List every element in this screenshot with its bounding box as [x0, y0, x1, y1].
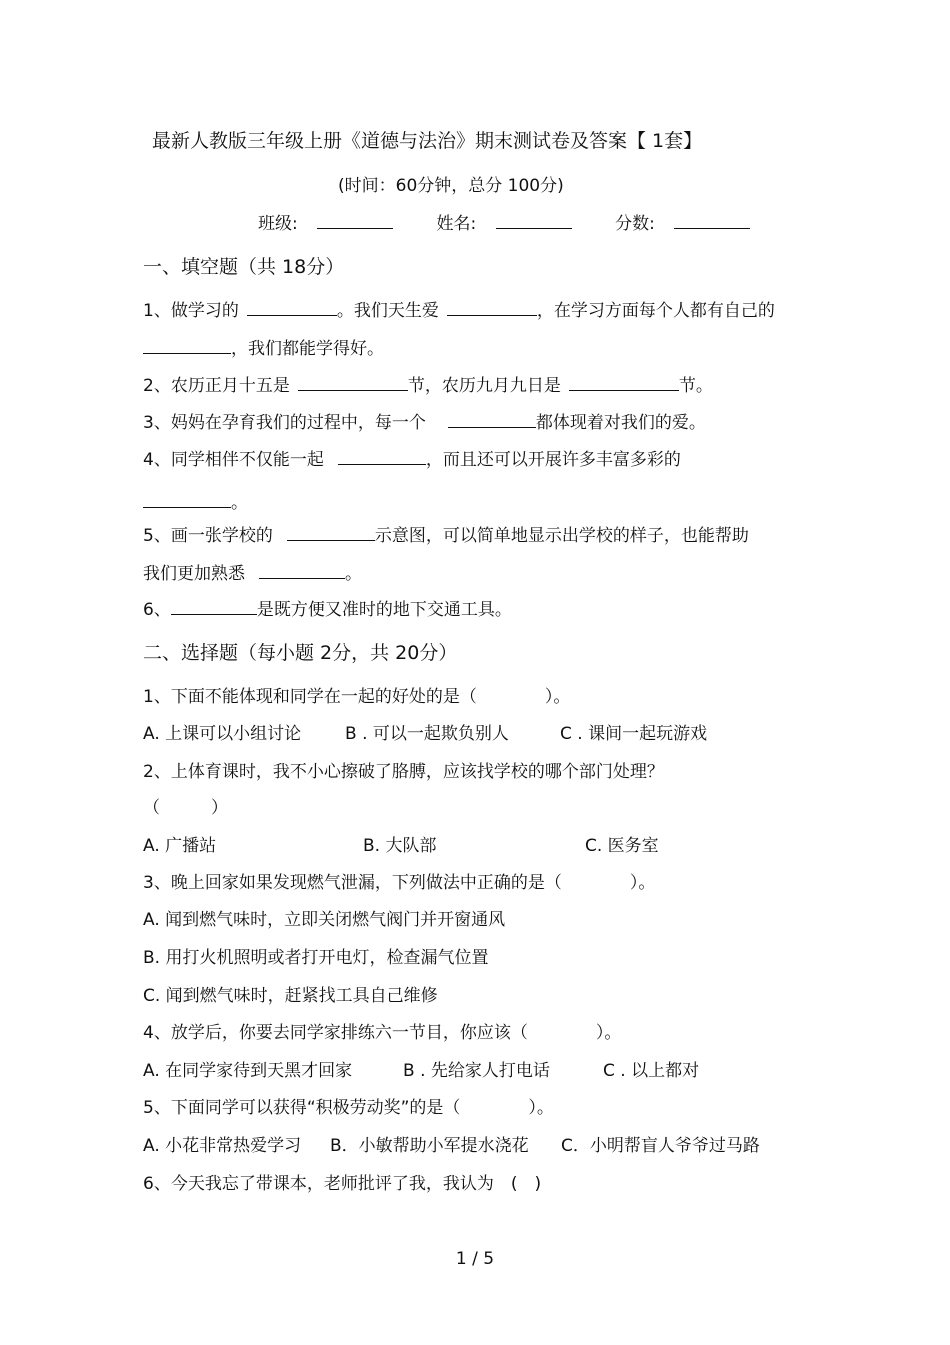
question-text: 节。 [678, 376, 713, 396]
score-field[interactable] [674, 212, 750, 229]
answer-blank[interactable] [247, 299, 337, 316]
question-text: 5、画一张学校的 [143, 526, 273, 546]
question-text: 。 [231, 493, 248, 513]
question-text: 2、农历正月十五是 [143, 376, 290, 396]
option-b[interactable]: B . 先给家人打电话 [403, 1061, 550, 1081]
question-text: 1、做学习的 [143, 301, 239, 321]
student-info-row [258, 212, 750, 235]
fill-question-5-cont [143, 562, 362, 585]
option-a[interactable]: A. 广播站 [143, 836, 217, 856]
exam-subtitle: (时间：60分钟，总分 100分) [338, 176, 564, 196]
name-label: 姓名: [436, 214, 477, 234]
choice-question-1: 1、下面不能体现和同学在一起的好处的是（ ）。 [143, 687, 571, 707]
answer-blank[interactable] [259, 562, 345, 579]
option-b[interactable]: B . 可以一起欺负别人 [345, 724, 509, 744]
question-text: 是既方便又准时的地下交通工具。 [256, 600, 512, 620]
fill-question-4-cont [143, 491, 248, 514]
section-heading-choice: 二、选择题（每小题 2分，共 20分） [143, 642, 458, 664]
fill-question-5 [143, 524, 749, 547]
answer-blank[interactable] [338, 448, 426, 465]
option-a[interactable]: A. 在同学家待到天黑才回家 [143, 1061, 353, 1081]
question-text: 。 [345, 564, 362, 584]
option-c[interactable]: C．小明帮盲人爷爷过马路 [561, 1136, 760, 1156]
choice-question-6: 6、今天我忘了带课本，老师批评了我，我认为 ( ) [143, 1174, 542, 1194]
score-label: 分数: [615, 214, 655, 234]
question-text: 6、 [143, 600, 171, 620]
choice-question-5: 5、下面同学可以获得“积极劳动奖”的是（ ）。 [143, 1098, 554, 1118]
question-text: ，而且还可以开展许多丰富多彩的 [425, 450, 681, 470]
fill-question-3 [143, 411, 706, 434]
option-a[interactable]: A. 闻到燃气味时，立即关闭燃气阀门并开窗通风 [143, 910, 506, 930]
question-text: ，在学习方面每个人都有自己的 [536, 301, 775, 321]
question-text: 节，农历九月九日是 [407, 376, 561, 396]
option-b[interactable]: B. 用打火机照明或者打开电灯，检查漏气位置 [143, 948, 489, 968]
question-text: 我们更加熟悉 [143, 564, 245, 584]
question-text: 。我们天生爱 [336, 301, 439, 321]
option-b[interactable]: B. 大队部 [363, 836, 437, 856]
choice-question-3: 3、晚上回家如果发现燃气泄漏，下列做法中正确的是（ ）。 [143, 873, 656, 893]
option-b[interactable]: B．小敏帮助小军提水浇花 [330, 1136, 529, 1156]
question-text: 都体现着对我们的爱。 [535, 413, 706, 433]
class-label: 班级: [258, 214, 298, 234]
section-heading-fill: 一、填空题（共 18分） [143, 256, 345, 278]
answer-blank[interactable] [143, 337, 231, 354]
fill-question-1-cont [143, 337, 384, 360]
fill-question-4 [143, 448, 681, 471]
option-a[interactable]: A. 上课可以小组讨论 [143, 724, 302, 744]
answer-blank[interactable] [448, 411, 536, 428]
answer-blank[interactable] [569, 374, 679, 391]
option-c[interactable]: C . 以上都对 [603, 1061, 700, 1081]
fill-question-1 [143, 299, 775, 322]
choice-question-2: 2、上体育课时，我不小心擦破了胳膊，应该找学校的哪个部门处理？ [143, 762, 664, 782]
option-a[interactable]: A. 小花非常热爱学习 [143, 1136, 302, 1156]
answer-paren[interactable]: （ ） [143, 798, 228, 818]
question-text: 3、妈妈在孕育我们的过程中，每一个 [143, 413, 426, 433]
answer-blank[interactable] [298, 374, 408, 391]
choice-question-4: 4、放学后，你要去同学家排练六一节目，你应该（ ）。 [143, 1023, 622, 1043]
option-c[interactable]: C . 课间一起玩游戏 [560, 724, 708, 744]
option-c[interactable]: C. 闻到燃气味时，赶紧找工具自己维修 [143, 986, 438, 1006]
question-text: 示意图，可以简单地显示出学校的样子，也能帮助 [374, 526, 749, 546]
page-title: 最新人教版三年级上册《道德与法治》期末测试卷及答案【 1套】 [152, 130, 703, 152]
question-text: ，我们都能学得好。 [231, 339, 384, 359]
page-number: 1 / 5 [455, 1249, 495, 1269]
question-text: 4、同学相伴不仅能一起 [143, 450, 324, 470]
answer-blank[interactable] [143, 491, 231, 508]
name-field[interactable] [496, 212, 572, 229]
answer-blank[interactable] [171, 598, 257, 615]
answer-blank[interactable] [287, 524, 375, 541]
option-c[interactable]: C. 医务室 [585, 836, 659, 856]
fill-question-6 [143, 598, 512, 621]
answer-blank[interactable] [447, 299, 537, 316]
fill-question-2 [143, 374, 713, 397]
class-field[interactable] [317, 212, 393, 229]
